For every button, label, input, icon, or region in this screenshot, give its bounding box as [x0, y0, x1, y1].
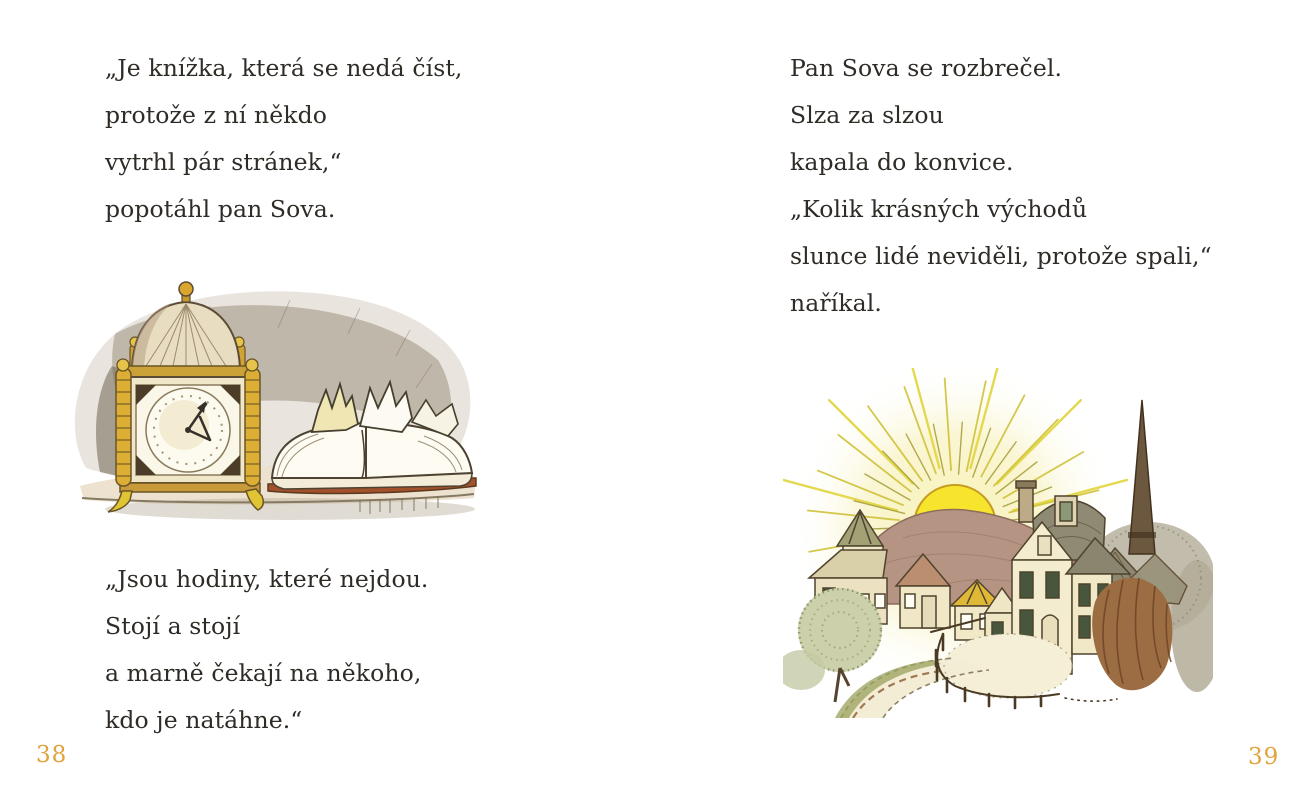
village-sunrise-illustration — [783, 368, 1213, 718]
text-line: kdo je natáhne.“ — [105, 706, 303, 734]
text-line: „Kolik krásných východů — [790, 195, 1088, 223]
text-line: popotáhl pan Sova. — [105, 195, 336, 223]
text-line: vytrhl pár stránek,“ — [105, 148, 342, 176]
text-line: slunce lidé neviděli, protože spali,“ — [790, 242, 1212, 270]
village-sunrise-illustration — [783, 368, 1213, 718]
clock-and-open-book-illustration — [60, 272, 480, 522]
text-line: Slza za slzou — [790, 101, 944, 129]
page-number-right: 39 — [1248, 744, 1280, 770]
stanza-torn-book — [105, 45, 463, 233]
text-line: a marně čekají na někoho, — [105, 659, 422, 687]
text-line: „Jsou hodiny, které nejdou. — [105, 565, 429, 593]
willow-tree — [1092, 578, 1172, 690]
stanza-pan-sova-cries — [790, 45, 1212, 327]
text-line: naříkal. — [790, 289, 882, 317]
stanza-stopped-clock — [105, 556, 429, 744]
text-line: „Je knížka, která se nedá číst, — [105, 54, 463, 82]
text-line: Stojí a stojí — [105, 612, 241, 640]
text-line: Pan Sova se rozbrečel. — [790, 54, 1063, 82]
page-number-left: 38 — [36, 742, 68, 768]
clock-and-open-book-illustration — [60, 272, 480, 522]
text-line: kapala do konvice. — [790, 148, 1014, 176]
text-line: protože z ní někdo — [105, 101, 328, 129]
